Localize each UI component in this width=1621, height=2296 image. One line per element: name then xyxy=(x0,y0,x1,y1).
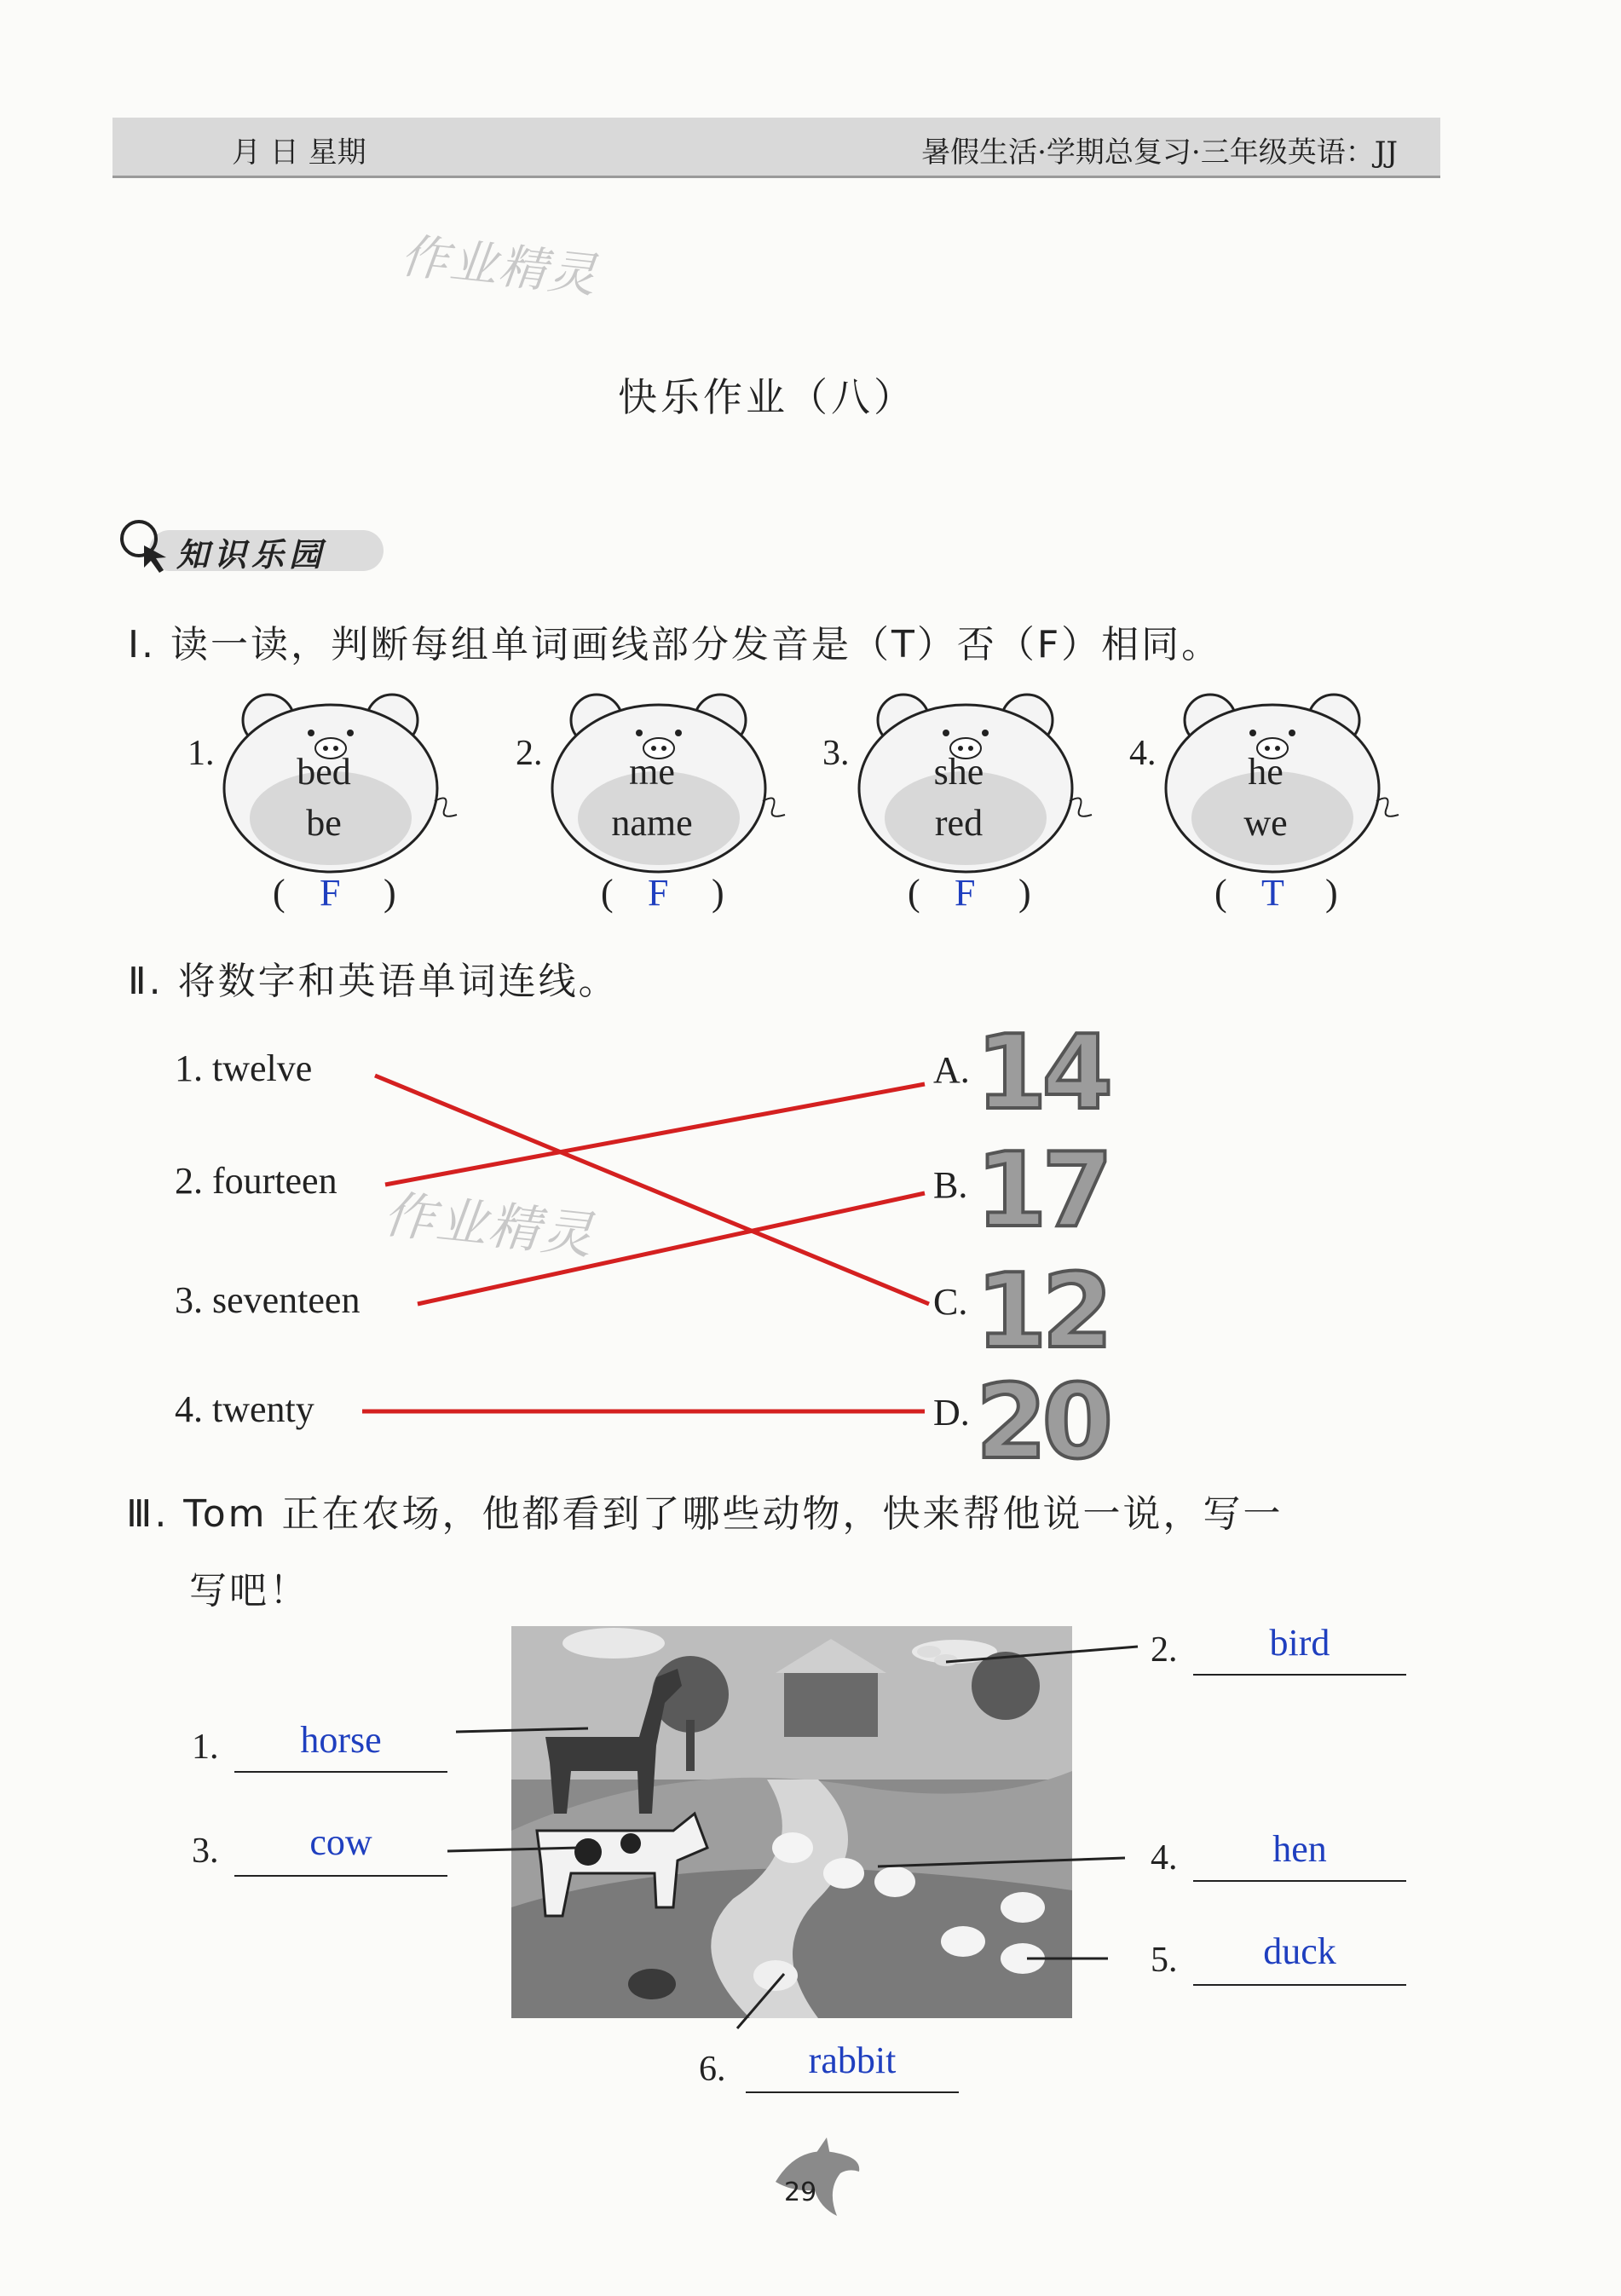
section-label: 知识乐园 xyxy=(176,536,327,574)
number-12: 12 xyxy=(976,1253,1108,1371)
answer-6: rabbit xyxy=(808,2039,897,2081)
match-letter-c: C. xyxy=(933,1281,968,1323)
part3-instruction-line1: Ⅲ. Tom 正在农场，他都看到了哪些动物，快来帮他说一说，写一 xyxy=(126,1492,1284,1536)
match-word-4: 4. twenty xyxy=(175,1388,314,1430)
match-letter-d: D. xyxy=(933,1392,970,1434)
match-word-1: 1. twelve xyxy=(175,1047,313,1089)
page-number: 29 xyxy=(784,2178,817,2207)
pig-word-1: he xyxy=(1248,751,1284,793)
pig-word-2: be xyxy=(306,802,342,844)
match-letter-a: A. xyxy=(933,1049,970,1091)
part2-instruction: Ⅱ. 将数字和英语单词连线。 xyxy=(128,960,619,1003)
pig-num: 2. xyxy=(516,734,543,773)
pig-num: 1. xyxy=(187,734,215,773)
pig-word-2: red xyxy=(934,802,984,844)
pig-word-1: me xyxy=(629,751,675,793)
watermark: 作业精灵 xyxy=(397,228,601,304)
blank-1[interactable] xyxy=(234,1771,447,1773)
number-20: 20 xyxy=(976,1364,1108,1482)
blank-3[interactable] xyxy=(234,1875,447,1877)
blank-6[interactable] xyxy=(746,2091,959,2093)
blank-2[interactable] xyxy=(1193,1674,1406,1676)
answer-1: horse xyxy=(300,1719,382,1761)
pig-word-2: we xyxy=(1243,802,1288,844)
tf-answer: F xyxy=(955,872,976,914)
match-word-3: 3. seventeen xyxy=(175,1279,361,1321)
pig-num: 4. xyxy=(1129,734,1157,773)
pig-num: 3. xyxy=(822,734,850,773)
part3-instruction-line2: 写吧！ xyxy=(189,1569,309,1612)
tf-answer: F xyxy=(648,872,669,914)
answer-3: cow xyxy=(309,1821,372,1863)
blank-4[interactable] xyxy=(1193,1880,1406,1882)
fill-num-6: 6. xyxy=(699,2050,726,2089)
page-title: 快乐作业（八） xyxy=(618,374,916,420)
pig-word-1: bed xyxy=(297,751,351,793)
fill-num-5: 5. xyxy=(1151,1941,1178,1980)
answer-5: duck xyxy=(1263,1930,1336,1972)
header-book-title: 暑假生活·学期总复习·三年级英语：JJ xyxy=(921,136,1398,170)
blank-5[interactable] xyxy=(1193,1984,1406,1986)
pig-word-2: name xyxy=(611,802,693,844)
watermark-2: 作业精灵 xyxy=(380,1185,597,1266)
fill-num-3: 3. xyxy=(192,1832,219,1871)
fill-num-2: 2. xyxy=(1151,1630,1178,1670)
answer-4: hen xyxy=(1272,1828,1327,1870)
number-17: 17 xyxy=(976,1132,1108,1250)
tf-answer: T xyxy=(1261,872,1284,914)
fill-num-4: 4. xyxy=(1151,1838,1178,1878)
number-14: 14 xyxy=(976,1014,1108,1133)
answer-2: bird xyxy=(1269,1622,1330,1664)
part1-instruction: Ⅰ. 读一读，判断每组单词画线部分发音是（T）否（F）相同。 xyxy=(128,623,1222,666)
tf-answer: F xyxy=(320,872,341,914)
fill-num-1: 1. xyxy=(192,1728,219,1767)
match-word-2: 2. fourteen xyxy=(175,1160,337,1202)
header-date: 月 日 星期 xyxy=(232,136,366,170)
pig-word-1: she xyxy=(933,751,984,793)
match-letter-b: B. xyxy=(933,1164,968,1206)
dolphin-icon xyxy=(767,2131,869,2224)
